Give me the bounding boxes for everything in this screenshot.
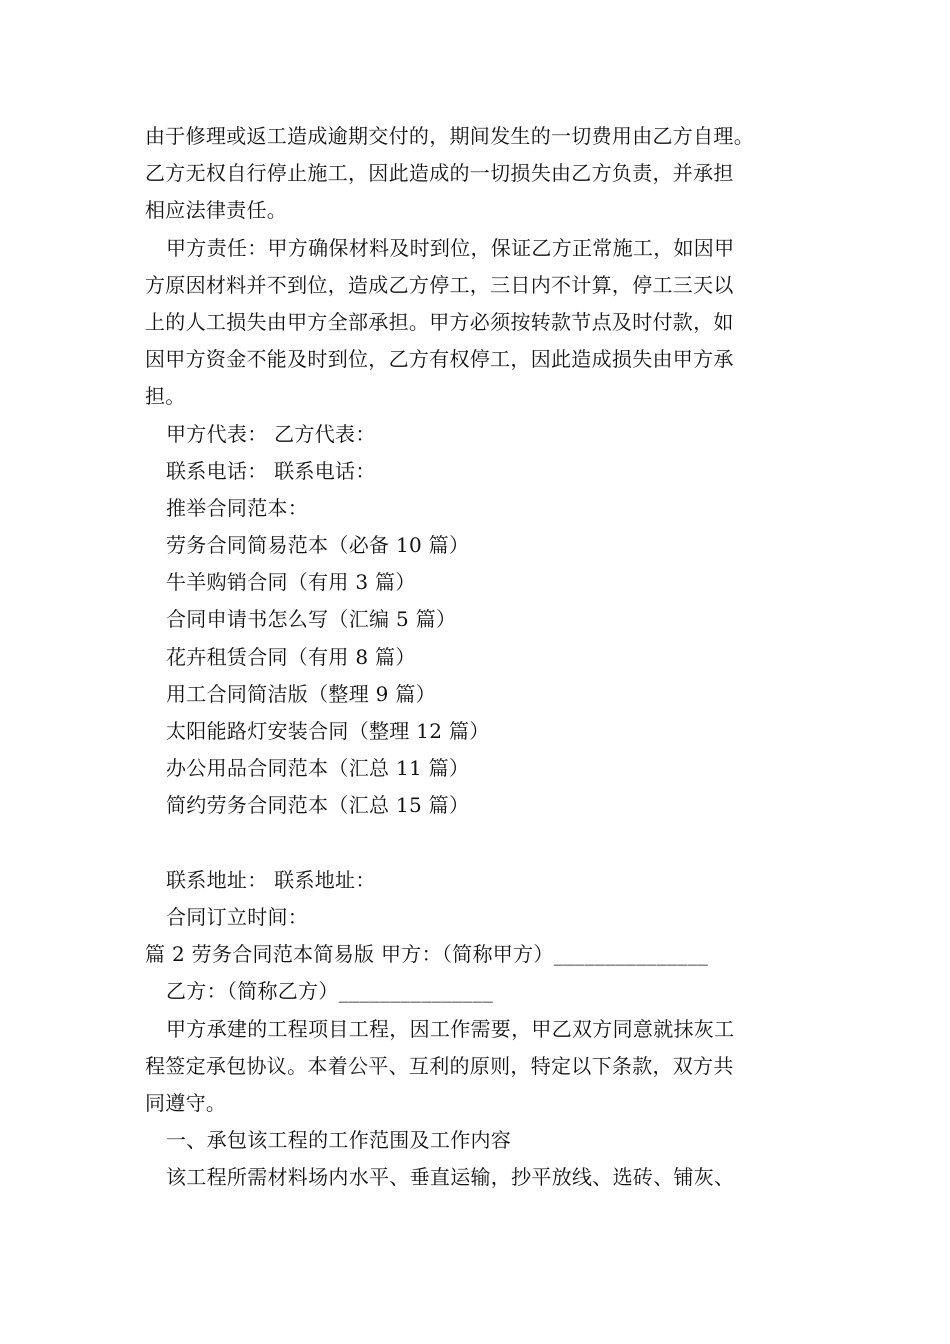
paragraph-line: 相应法律责任。 xyxy=(145,198,288,223)
section-heading: 篇 2 劳务合同范本简易版 甲方：（简称甲方）_______________ xyxy=(145,942,709,967)
recommended-item: 合同申请书怎么写（汇编 5 篇） xyxy=(166,607,457,632)
recommended-item: 办公用品合同范本（汇总 11 篇） xyxy=(166,756,470,781)
recommended-item: 太阳能路灯安装合同（整理 12 篇） xyxy=(166,719,490,743)
paragraph-line: 方原因材料并不到位，造成乙方停工，三日内不计算，停工三天以 xyxy=(145,272,734,297)
paragraph-line: 因甲方资金不能及时到位，乙方有权停工，因此造成损失由甲方承 xyxy=(145,347,734,372)
paragraph-line: 上的人工损失由甲方全部承担。甲方必须按转款节点及时付款，如 xyxy=(145,309,734,334)
paragraph-line: 担。 xyxy=(145,384,186,409)
representative-line: 甲方代表： 乙方代表： xyxy=(166,421,376,446)
party-b-line: 乙方：（简称乙方）_______________ xyxy=(166,979,494,1004)
address-line: 联系地址： 联系地址： xyxy=(166,867,376,892)
paragraph-line: 乙方无权自行停止施工，因此造成的一切损失由乙方负责，并承担 xyxy=(145,161,734,186)
recommended-item: 花卉租赁合同（有用 8 篇） xyxy=(166,644,416,669)
paragraph-line: 程签定承包协议。本着公平、互利的原则，特定以下条款，双方共 xyxy=(145,1053,734,1078)
document-body xyxy=(145,118,815,1196)
paragraph-line: 由于修理或返工造成逾期交付的，期间发生的一切费用由乙方自理。 xyxy=(145,124,754,148)
paragraph-line: 甲方责任：甲方确保材料及时到位，保证乙方正常施工，如因甲 xyxy=(166,235,735,260)
clause-heading: 一、承包该工程的工作范围及工作内容 xyxy=(166,1128,512,1153)
phone-line: 联系电话： 联系电话： xyxy=(166,458,376,483)
paragraph-line: 甲方承建的工程项目工程，因工作需要，甲乙双方同意就抹灰工 xyxy=(166,1016,735,1041)
blank-line xyxy=(145,825,815,862)
paragraph-line: 该工程所需材料场内水平、垂直运输，抄平放线、选砖、铺灰、 xyxy=(166,1165,735,1190)
paragraph-line: 同遵守。 xyxy=(145,1090,227,1115)
recommended-item: 用工合同简洁版（整理 9 篇） xyxy=(166,681,436,706)
contract-date-line: 合同订立时间： xyxy=(166,904,309,929)
recommended-item: 劳务合同简易范本（必备 10 篇） xyxy=(166,533,470,558)
recommended-item: 牛羊购销合同（有用 3 篇） xyxy=(166,570,416,595)
recommended-item: 简约劳务合同范本（汇总 15 篇） xyxy=(166,793,470,818)
recommended-heading: 推举合同范本： xyxy=(166,495,309,520)
